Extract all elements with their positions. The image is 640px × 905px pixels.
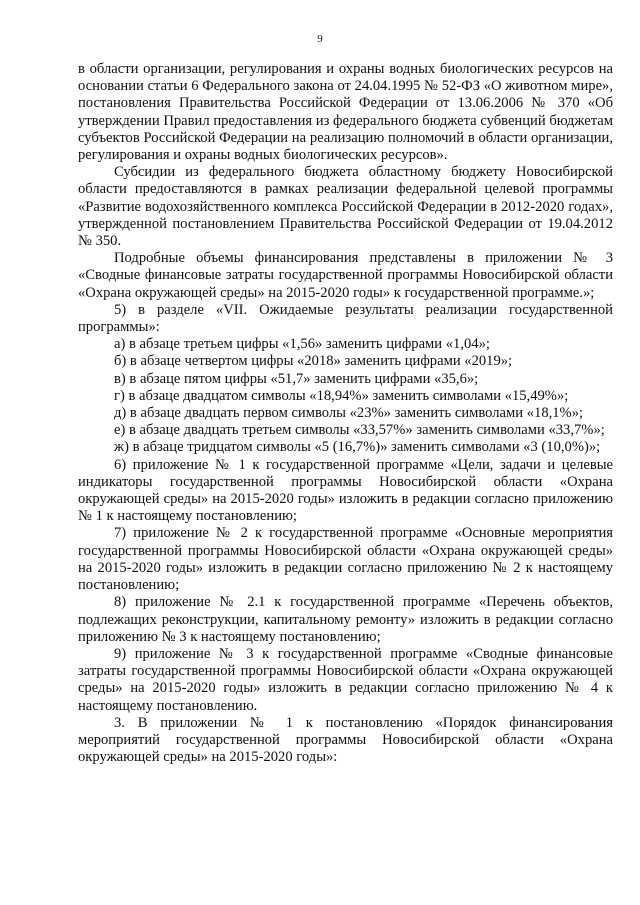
item-7-appendix-2: 7) приложение № 2 к государственной программе «Основные мероприятия государственной программы Новосибирской области «Охрана окружающей среды» на 2015-2020 годы» изложить в редакции согласно приложению № 2 к настоящему постановлению; [78, 525, 613, 594]
subitem-d: д) в абзаце двадцать первом символы «23%» заменить символами «18,1%»; [114, 405, 584, 422]
item-8-appendix-2-1: 8) приложение № 2.1 к государственной программе «Перечень объектов, подлежащих реконструкции, капитальному ремонту» изложить в редакции согласно приложению № 3 к настоящему постановлению; [78, 594, 613, 645]
subitem-b: б) в абзаце четвертом цифры «2018» заменить цифрами «2019»; [114, 353, 513, 370]
point-3-appendix-1-order: 3. В приложении № 1 к постановлению «Порядок финансирования мероприятий государственной программы Новосибирской области «Охрана окружающей среды» на 2015-2020 годы»: [78, 714, 613, 766]
paragraph-continuation: в области организации, регулирования и охраны водных биологических ресурсов на основании статьи 6 Федерального закона от 24.04.1995 № 52-ФЗ «О животном мире», постановления Правительства Российской Федерации от 13.06.2006 № 370 «Об утверждении Правил предоставления из федерального бюджета субвенций бюджетам субъектов Российской Федерации на реализацию полномочий в области организации, регулирования и охраны водных биологических ресурсов». [78, 61, 613, 164]
subitem-a: а) в абзаце третьем цифры «1,56» заменить цифрами «1,04»; [114, 336, 490, 353]
subitem-e: е) в абзаце двадцать третьем символы «33,57%» заменить символами «33,7%»; [114, 422, 605, 439]
subitem-v: в) в абзаце пятом цифры «51,7» заменить цифрами «35,6»; [114, 370, 479, 387]
subitem-g: г) в абзаце двадцатом символы «18,94%» заменить символами «15,49%»; [114, 387, 569, 404]
page-number: 9 [317, 33, 323, 45]
item-9-appendix-3: 9) приложение № 3 к государственной программе «Сводные финансовые затраты государственной программы Новосибирской области «Охрана окружающей среды» на 2015-2020 годы» изложить в редакции согласно приложению № 4 к настоящему постановлению. [78, 645, 613, 714]
item-6-appendix-1: 6) приложение № 1 к государственной программе «Цели, задачи и целевые индикаторы государственной программы Новосибирской области «Охрана окружающей среды» на 2015-2020 годы» изложить в редакции согласно приложению № 1 к настоящему постановлению; [78, 456, 613, 525]
document-body [78, 61, 613, 766]
subitem-zh: ж) в абзаце тридцатом символы «5 (16,7%)» заменить символами «3 (10,0%)»; [114, 439, 601, 456]
paragraph-subsidies: Субсидии из федерального бюджета областному бюджету Новосибирской области предоставляются в рамках реализации федеральной целевой программы «Развитие водохозяйственного комплекса Российской Федерации в 2012-2020 годах», утвержденной постановлением Правительства Российской Федерации от 19.04.2012 № 350. [78, 164, 613, 250]
item-5-section-vii: 5) в разделе «VII. Ожидаемые результаты реализации государственной программы»: [78, 301, 613, 336]
paragraph-financing-details: Подробные объемы финансирования представлены в приложении № 3 «Сводные финансовые затраты государственной программы Новосибирской области «Охрана окружающей среды» на 2015-2020 годы» к государственной программе.»; [78, 250, 613, 301]
